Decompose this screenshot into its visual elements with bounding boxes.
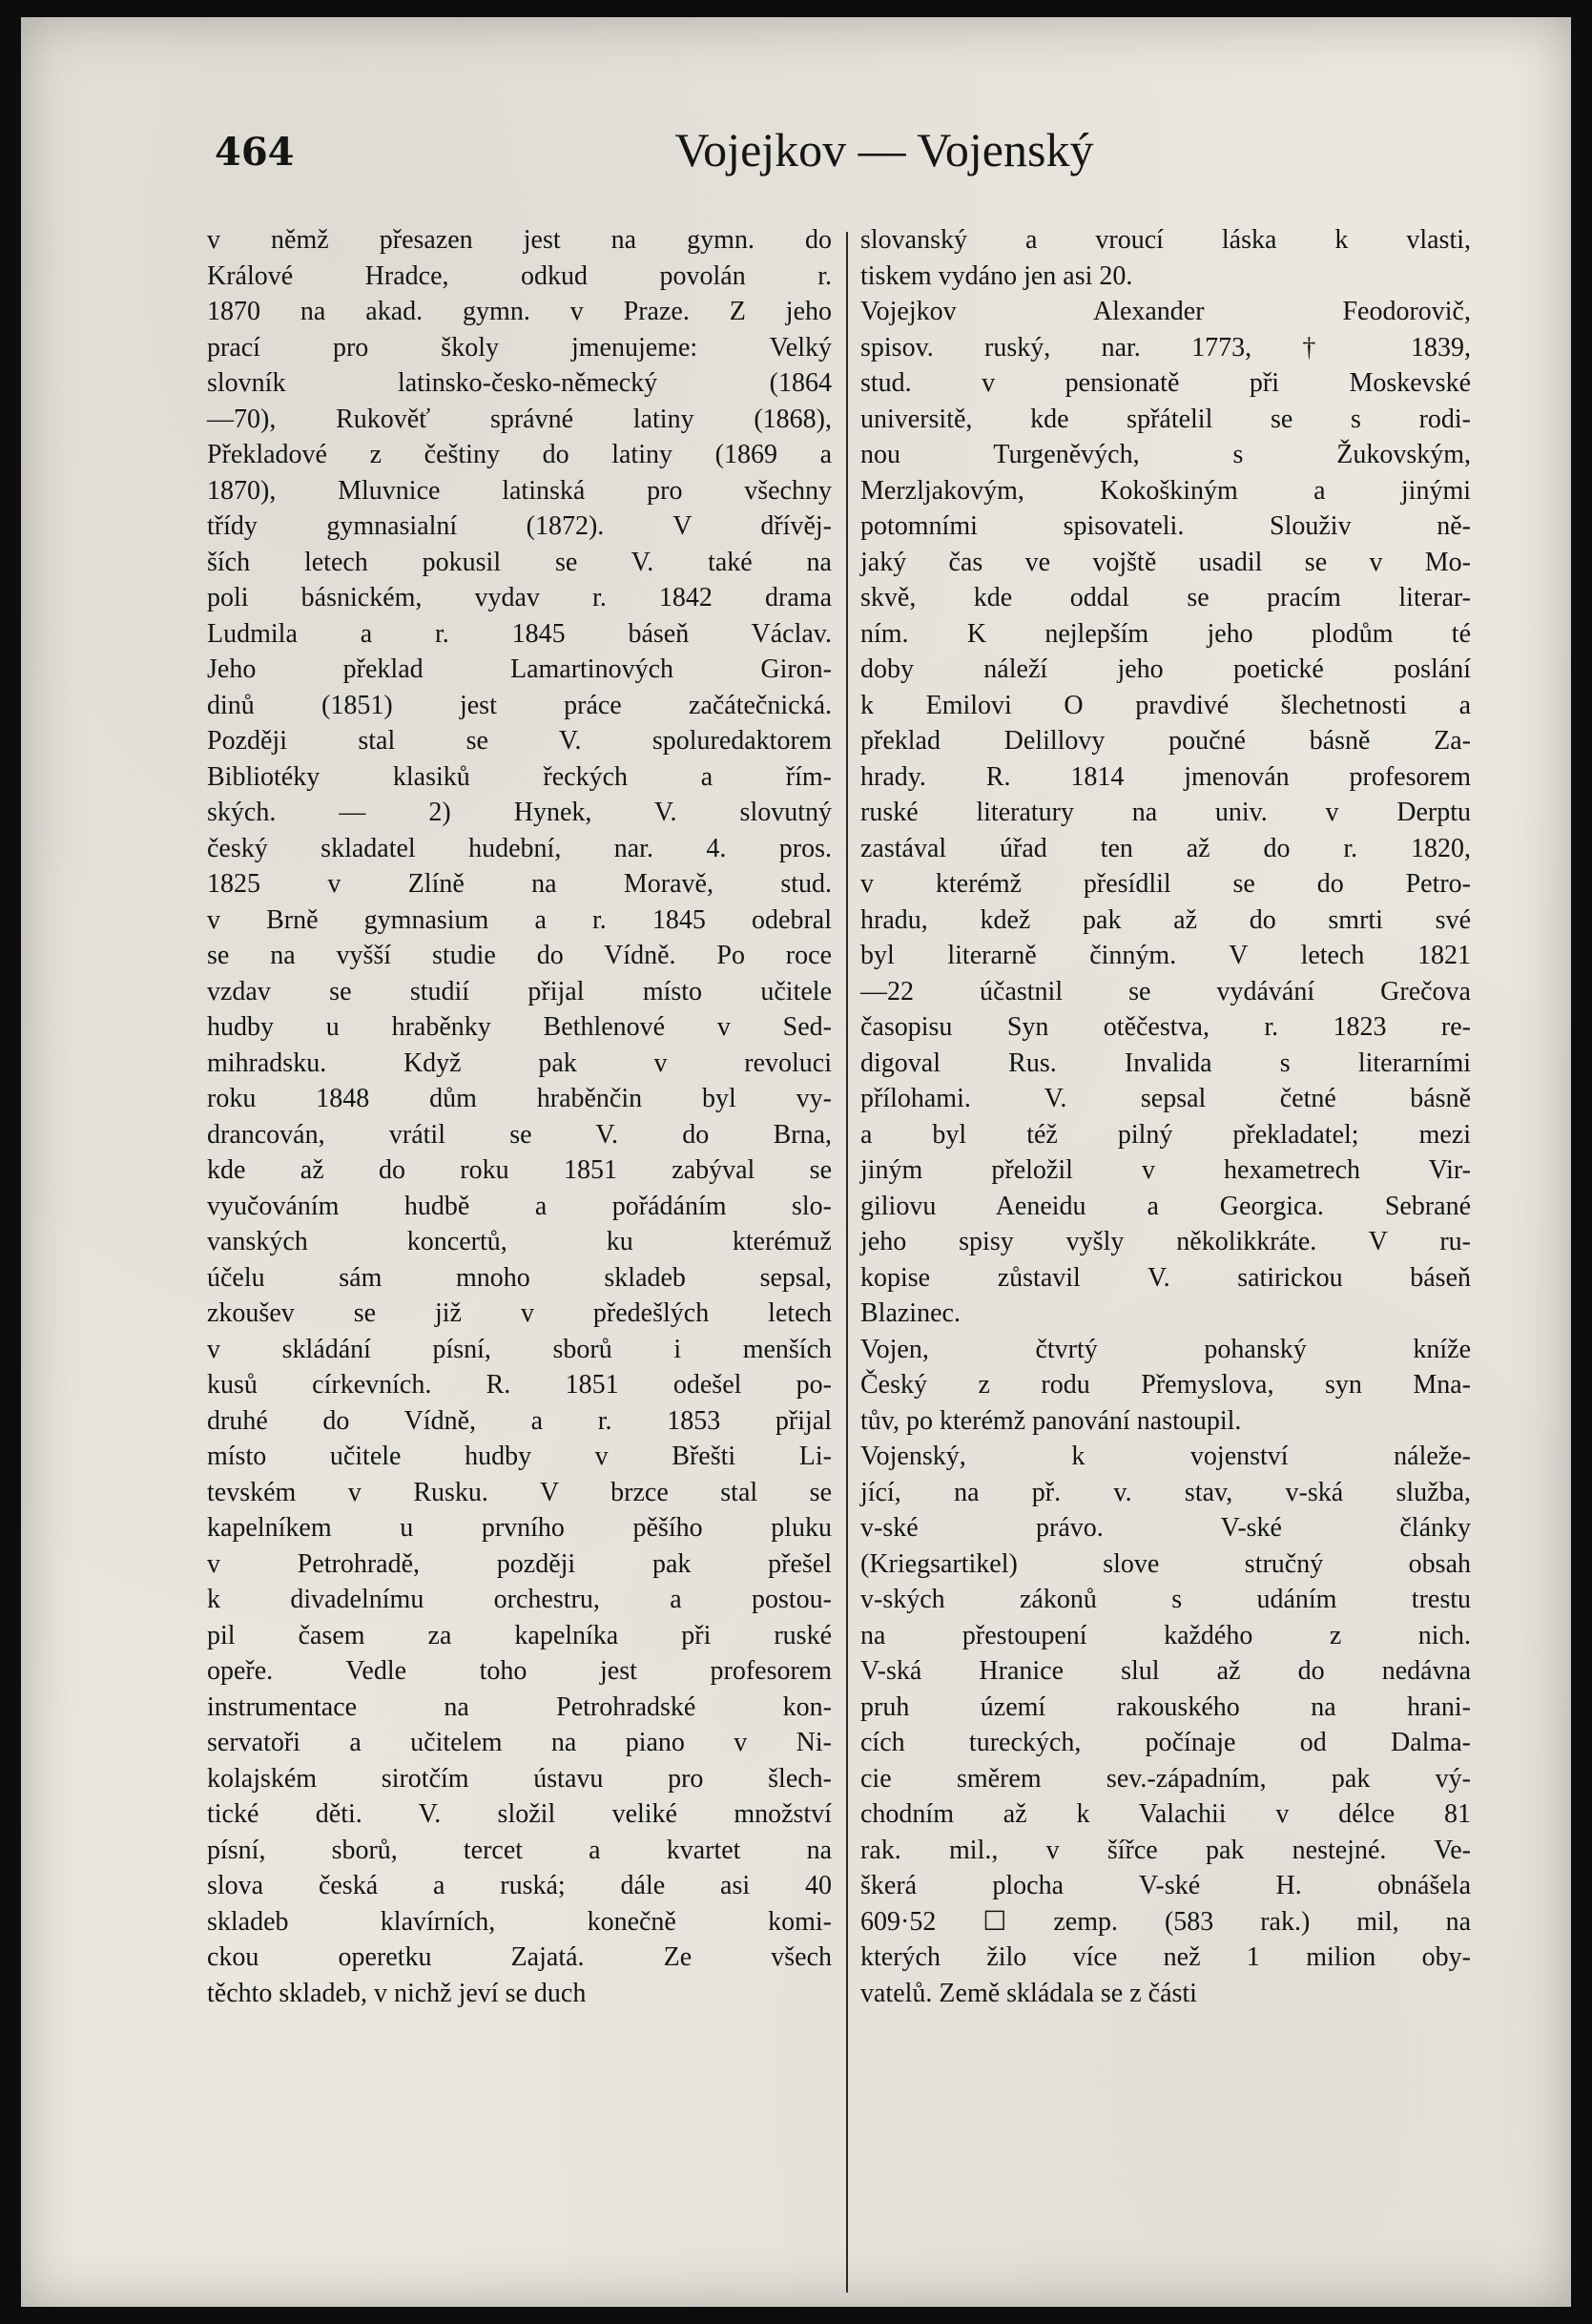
text-line: —70), Rukověť správné latiny (1868), (207, 404, 832, 434)
text-line: doby náleží jeho poetické poslání (860, 654, 1471, 684)
text-line: zastával úřad ten až do r. 1820, (860, 833, 1471, 863)
page-header (169, 113, 1457, 198)
text-line: kopise zůstavil V. satirickou báseň (860, 1262, 1471, 1293)
text-line: třídy gymnasialní (1872). V dřívěj- (207, 511, 832, 541)
text-line: k Emilovi O pravdivé šlechetnosti a (860, 690, 1471, 720)
left-column (207, 222, 832, 2011)
text-line: jící, na př. v. stav, v-ská služba, (860, 1477, 1471, 1507)
text-line: cie směrem sev.-západním, pak vý- (860, 1763, 1471, 1794)
text-line: kusů církevních. R. 1851 odešel po- (207, 1370, 832, 1400)
text-line: vatelů. Země skládala se z části (860, 1978, 1197, 2008)
column-divider (846, 232, 848, 2293)
text-line: slova česká a ruská; dále asi 40 (207, 1871, 832, 1900)
text-line: v kterémž přesídlil se do Petro- (860, 869, 1471, 899)
text-line: kolajském sirotčím ústavu pro šlech- (207, 1763, 832, 1794)
text-line: v Petrohradě, později pak přešel (207, 1548, 832, 1579)
text-line: Bibliotéky klasiků řeckých a řím- (207, 761, 832, 792)
text-line: V-ská Hranice slul až do nedávna (860, 1656, 1471, 1686)
text-line: skvě, kde oddal se pracím literar- (860, 583, 1471, 612)
text-line: 609·52 ☐ zemp. (583 rak.) mil, na (860, 1906, 1471, 1937)
text-line: v skládání písní, sborů i menších (207, 1334, 832, 1364)
text-line: jaký čas ve vojště usadil se v Mo- (860, 547, 1471, 577)
text-line: časopisu Syn otěčestva, r. 1823 re- (860, 1012, 1471, 1042)
text-line: roku 1848 dům hraběnčin byl vy- (207, 1084, 832, 1113)
text-line: universitě, kde spřátelil se s rodi- (860, 404, 1471, 434)
text-line: digoval Rus. Invalida s literarními (860, 1048, 1471, 1078)
text-line: hrady. R. 1814 jmenován profesorem (860, 761, 1471, 792)
text-line: vanských koncertů, ku kterémuž (207, 1227, 832, 1256)
text-line: ských. — 2) Hynek, V. slovutný (207, 798, 832, 827)
text-line: poli básnickém, vydav r. 1842 drama (207, 583, 832, 612)
text-line: spisov. ruský, nar. 1773, † 1839, (860, 332, 1471, 363)
text-line: stud. v pensionatě při Moskevské (860, 368, 1471, 398)
text-line: Králové Hradce, odkud povolán r. (207, 260, 832, 291)
text-line: hudby u hraběnky Bethlenové v Sed- (207, 1012, 832, 1042)
text-line: a byl též pilný překladatel; mezi (860, 1119, 1471, 1150)
text-line: drancován, vrátil se V. do Brna, (207, 1119, 832, 1150)
text-line: účelu sám mnoho skladeb sepsal, (207, 1262, 832, 1293)
text-line: v-ské právo. V-ské články (860, 1513, 1471, 1543)
text-line: místo učitele hudby v Břešti Li- (207, 1442, 832, 1471)
text-line: písní, sborů, tercet a kvartet na (207, 1835, 832, 1865)
text-line: kterých žilo více než 1 milion oby- (860, 1942, 1471, 1972)
text-line: Později stal se V. spoluredaktorem (207, 726, 832, 756)
text-line: škerá plocha V-ské H. obnášela (860, 1871, 1471, 1900)
text-line: 1870), Mluvnice latinská pro všechny (207, 475, 832, 506)
text-line: 1870 na akad. gymn. v Praze. Z jeho (207, 297, 832, 326)
text-line: kde až do roku 1851 zabýval se (207, 1155, 832, 1185)
text-line: servatoři a učitelem na piano v Ni- (207, 1728, 832, 1757)
text-line: zkoušev se již v předešlých letech (207, 1298, 832, 1328)
running-head: Vojejkov — Vojenský (674, 123, 1094, 176)
text-line: jeho spisy vyšly několikkráte. V ru- (860, 1227, 1471, 1256)
text-line: Merzljakovým, Kokoškiným a jinými (860, 475, 1471, 506)
text-line: tické děti. V. složil veliké množství (207, 1799, 832, 1829)
page-number: 464 (215, 130, 295, 175)
text-line: k divadelnímu orchestru, a postou- (207, 1585, 832, 1614)
text-line: Český z rodu Přemyslova, syn Mna- (860, 1370, 1471, 1400)
text-line: opeře. Vedle toho jest profesorem (207, 1656, 832, 1686)
text-line: Blazinec. (860, 1298, 961, 1328)
text-line: instrumentace na Petrohradské kon- (207, 1691, 832, 1722)
text-line: prací pro školy jmenujeme: Velký (207, 332, 832, 363)
text-line: giliovu Aeneidu a Georgica. Sebrané (860, 1191, 1471, 1221)
text-line: překlad Delillovy poučné básně Za- (860, 726, 1471, 756)
text-line: potomními spisovateli. Slouživ ně- (860, 511, 1471, 541)
text-line: skladeb klavírních, konečně komi- (207, 1906, 832, 1937)
text-line: ním. K nejlepším jeho plodům té (860, 618, 1471, 649)
text-line: Vojejkov Alexander Feodorovič, (860, 297, 1471, 326)
text-line: se na vyšší studie do Vídně. Po roce (207, 941, 832, 970)
text-line: hradu, kdež pak až do smrti své (860, 904, 1471, 935)
text-line: přílohami. V. sepsal četné básně (860, 1084, 1471, 1113)
text-line: vyučováním hudbě a pořádáním slo- (207, 1191, 832, 1221)
text-line: Překladové z češtiny do latiny (1869 a (207, 440, 832, 469)
text-line: tův, po kterémž panování nastoupil. (860, 1405, 1242, 1436)
text-line: chodním až k Valachii v délce 81 (860, 1799, 1471, 1829)
text-line: na přestoupení každého z nich. (860, 1620, 1471, 1650)
text-line: mihradsku. Když pak v revoluci (207, 1048, 832, 1078)
text-line: (Kriegsartikel) slove stručný obsah (860, 1548, 1471, 1579)
text-line: český skladatel hudební, nar. 4. pros. (207, 833, 832, 863)
text-line: 1825 v Zlíně na Moravě, stud. (207, 869, 832, 899)
text-line: cích tureckých, počínaje od Dalma- (860, 1728, 1471, 1757)
text-line: ších letech pokusil se V. také na (207, 547, 832, 577)
text-line: druhé do Vídně, a r. 1853 přijal (207, 1405, 832, 1436)
text-line: kapelníkem u prvního pěšího pluku (207, 1513, 832, 1543)
text-line: dinů (1851) jest práce začátečnická. (207, 690, 832, 720)
text-line: jiným přeložil v hexametrech Vir- (860, 1155, 1471, 1185)
text-line: v-ských zákonů s udáním trestu (860, 1585, 1471, 1614)
text-line: rak. mil., v šířce pak nestejné. Ve- (860, 1835, 1471, 1865)
text-line: nou Turgeněvých, s Žukovským, (860, 440, 1471, 469)
text-line: pruh území rakouského na hrani- (860, 1691, 1471, 1722)
text-line: byl literarně činným. V letech 1821 (860, 941, 1471, 970)
text-line: —22 účastnil se vydávání Grečova (860, 976, 1471, 1006)
text-line: vzdav se studií přijal místo učitele (207, 976, 832, 1006)
text-line: ckou operetku Zajatá. Ze všech (207, 1942, 832, 1972)
text-line: v Brně gymnasium a r. 1845 odebral (207, 904, 832, 935)
text-line: Vojen, čtvrtý pohanský kníže (860, 1334, 1471, 1364)
text-line: těchto skladeb, v nichž jeví se duch (207, 1978, 587, 2008)
text-line: Ludmila a r. 1845 báseň Václav. (207, 618, 832, 649)
text-line: v němž přesazen jest na gymn. do (207, 225, 832, 255)
text-line: pil časem za kapelníka při ruské (207, 1620, 832, 1650)
text-line: tevském v Rusku. V brzce stal se (207, 1477, 832, 1507)
text-line: Vojenský, k vojenství náleže- (860, 1442, 1471, 1471)
text-line: slovanský a vroucí láska k vlasti, (860, 225, 1471, 255)
text-line: tiskem vydáno jen asi 20. (860, 260, 1133, 291)
text-line: Jeho překlad Lamartinových Giron- (207, 654, 832, 684)
right-column (860, 222, 1471, 2011)
text-line: slovník latinsko-česko-německý (1864 (207, 368, 832, 398)
book-page (21, 17, 1571, 2307)
text-line: ruské literatury na univ. v Derptu (860, 798, 1471, 827)
